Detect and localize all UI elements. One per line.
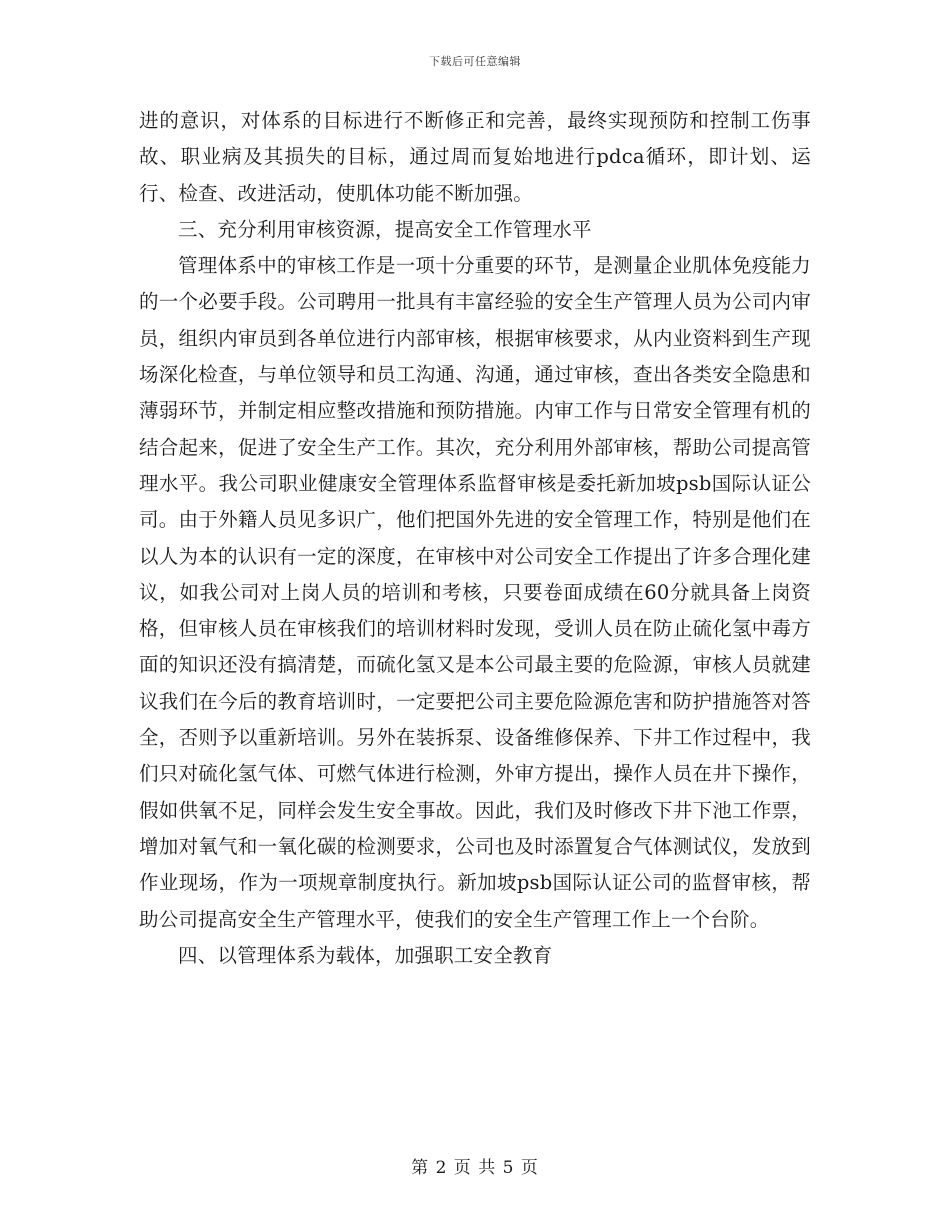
page-header: 下载后可任意编辑: [429, 55, 521, 68]
paragraph: 管理体系中的审核工作是一项十分重要的环节，是测量企业肌体免疫能力的一个必要手段。公司聘用一批具有丰富经验的安全生产管理人员为公司内审员，组织内审员到各单位进行内部审核，根据审核要求，从内业资料到生产现场深化检查，与单位领导和员工沟通、沟通，通过审核，查出各类安全隐患和薄弱环节，并制定相应整改措施和预防措施。内审工作与日常安全管理有机的结合起来，促进了安全生产工作。其次，充分利用外部审核，帮助公司提高管理水平。我公司职业健康安全管理体系监督审核是委托新加坡psb国际认证公司。由于外籍人员见多识广，他们把国外先进的安全管理工作，特别是他们在以人为本的认识有一定的深度，在审核中对公司安全工作提出了许多合理化建议，如我公司对上岗人员的培训和考核，只要卷面成绩在60分就具备上岗资格，但审核人员在审核我们的培训材料时发现，受训人员在防止硫化氢中毒方面的知识还没有搞清楚，而硫化氢又是本公司最主要的危险源，审核人员就建议我们在今后的教育培训时，一定要把公司主要危险源危害和防护措施答对答全，否则予以重新培训。另外在装拆泵、设备维修保养、下井工作过程中，我们只对硫化氢气体、可燃气体进行检测，外审方提出，操作人员在井下操作，假如供氧不足，同样会发生安全事故。因此，我们及时修改下井下池工作票，增加对氧气和一氧化碳的检测要求，公司也及时添置复合气体测试仪，发放到作业现场，作为一项规章制度执行。新加坡psb国际认证公司的监督审核，帮助公司提高安全生产管理水平，使我们的安全生产管理工作上一个台阶。: [139, 254, 811, 931]
section-heading: 三、充分利用审核资源，提高安全工作管理水平: [178, 217, 592, 241]
page-footer: 第 2 页 共 5 页: [411, 1158, 539, 1178]
paragraph: 进的意识，对体系的目标进行不断修正和完善，最终实现预防和控制工伤事故、职业病及其损失的目标，通过周而复始地进行pdca循环，即计划、运行、检查、改进活动，使肌体功能不断加强。: [139, 109, 811, 205]
document-body: [139, 103, 811, 974]
section-heading: 四、以管理体系为载体，加强职工安全教育: [178, 943, 553, 967]
